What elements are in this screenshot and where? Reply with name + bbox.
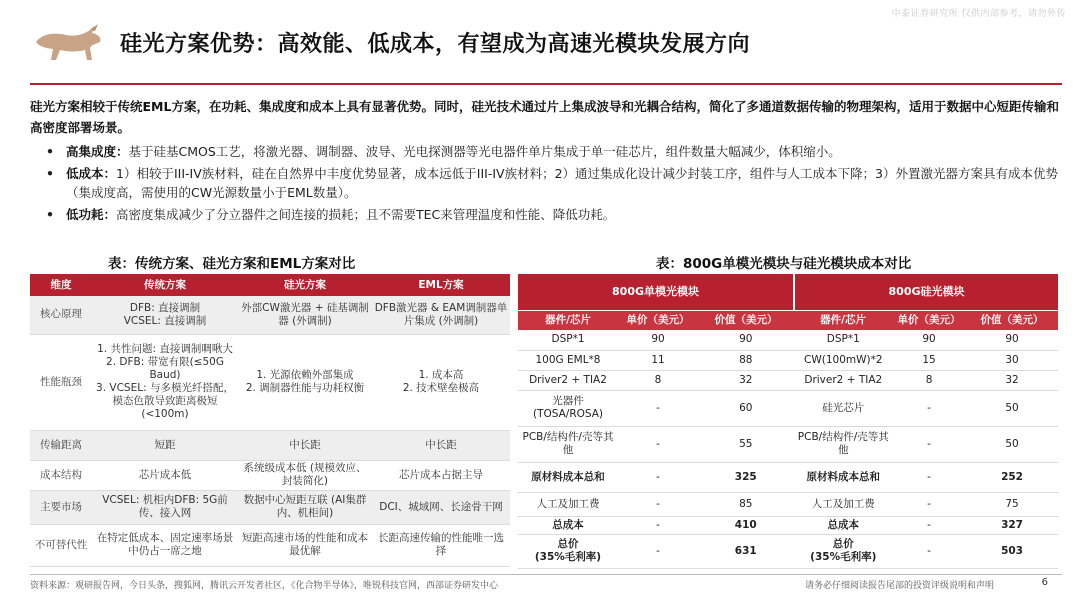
- bullet-high-integration: • 高集成度：基于硅基CMOS工艺，将激光器、调制器、波导、光电探测器等光电器件单片集成于单一硅芯片，组件数量大幅减少，体积缩小。: [46, 144, 841, 159]
- table2-cell: DSP*1: [518, 330, 618, 350]
- table1-cell: 在特定低成本、固定速率场景中仍占一席之地: [92, 524, 238, 566]
- table2-cell: -: [892, 534, 966, 568]
- table2-cell: 50: [966, 390, 1058, 426]
- table2-row: [518, 462, 1058, 492]
- table2-cell: -: [618, 492, 698, 516]
- table1-cell: 芯片成本低: [92, 460, 238, 490]
- page-title: 硅光方案优势：高效能、低成本，有望成为高速光模块发展方向: [120, 32, 751, 57]
- table2-cell: 631: [698, 534, 794, 568]
- table2-cell: 光器件 (TOSA/ROSA): [518, 390, 618, 426]
- table2-cell: 总成本: [794, 516, 892, 534]
- table1-cell: 长距高速传输的性能唯一选择: [372, 524, 510, 566]
- table2-cell: 90: [698, 330, 794, 350]
- table2-row: [518, 492, 1058, 516]
- table2-row: [518, 370, 1058, 390]
- table1-header-cell: EML方案: [372, 274, 510, 296]
- table1-cell: 数据中心短距互联 (AI集群内、机柜间): [238, 490, 372, 524]
- table2-cell: 32: [966, 370, 1058, 390]
- table2-cell: 75: [966, 492, 1058, 516]
- cost-comparison-table: [518, 274, 1058, 569]
- table2-cell: -: [618, 462, 698, 492]
- table2-row: [518, 390, 1058, 426]
- table2-cell: -: [618, 534, 698, 568]
- table2-cell: 85: [698, 492, 794, 516]
- table2-column-header: 器件/芯片: [518, 310, 618, 330]
- table1-cell: 芯片成本占据主导: [372, 460, 510, 490]
- table2-cell: 32: [698, 370, 794, 390]
- table2-cell: -: [618, 516, 698, 534]
- table2-cell: Driver2 + TIA2: [794, 370, 892, 390]
- table2-cell: 90: [618, 330, 698, 350]
- table2-cell: 总价 (35%毛利率): [794, 534, 892, 568]
- table1-row-label: 主要市场: [30, 490, 92, 524]
- bullet-low-cost: • 低成本：1）相较于III-IV族材料，硅在自然界中丰度优势显著，成本远低于III-IV族材料；2）通过集成化设计减少封装工序，组件与人工成本下降；3）外置激光器方案具有成本优势（集成度高，需使用的CW光源数量小于EML数量）。: [46, 166, 1058, 200]
- table2-cell: 人工及加工费: [518, 492, 618, 516]
- bullet-low-power: • 低功耗：高密度集成减少了分立器件之间连接的损耗；且不需要TEC来管理温度和性能、降低功耗。: [46, 207, 616, 222]
- advantage-list: [44, 142, 1060, 227]
- table2-column-header: 价值（美元）: [698, 310, 794, 330]
- solution-comparison-table: [30, 274, 510, 567]
- table1-cell: 1. 光源依赖外部集成 2. 调制器性能与功耗权衡: [238, 334, 372, 430]
- table2-cell: 原材料成本总和: [518, 462, 618, 492]
- table2-cell: 60: [698, 390, 794, 426]
- table2-cell: 硅光芯片: [794, 390, 892, 426]
- table1-cell: 系统级成本低 (规模效应、封装简化): [238, 460, 372, 490]
- table1-row-label: 核心原理: [30, 296, 92, 334]
- intro-paragraph: 硅光方案相较于传统EML方案，在功耗、集成度和成本上具有显著优势。同时，硅光技术通过片上集成波导和光耦合结构，简化了多通道数据传输的物理架构，适用于数据中心短距传输和高密度部署场景。: [30, 99, 1059, 135]
- table2-cell: CW(100mW)*2: [794, 350, 892, 370]
- table2-cell: 50: [966, 426, 1058, 462]
- table1-cell: 1. 成本高 2. 技术壁垒极高: [372, 334, 510, 430]
- table2-cell: 30: [966, 350, 1058, 370]
- table1-row: [30, 524, 510, 566]
- table2-group-header: 800G硅光模块: [794, 274, 1058, 310]
- bull-logo-icon: [32, 22, 104, 66]
- table2-row: [518, 350, 1058, 370]
- table2-row: [518, 516, 1058, 534]
- title-divider: [30, 83, 1062, 85]
- table2-cell: PCB/结构件/壳等其他: [518, 426, 618, 462]
- table1-cell: 中长距: [372, 430, 510, 460]
- table2-caption: 表：800G单模光模块与硅光模块成本对比: [656, 256, 912, 272]
- watermark: 中泰证券研究所 仅供内部参考，请勿外传: [891, 9, 1066, 19]
- table2-cell: 11: [618, 350, 698, 370]
- table2-cell: -: [892, 516, 966, 534]
- table2-column-header: 单价（美元）: [892, 310, 966, 330]
- table2-column-header: 器件/芯片: [794, 310, 892, 330]
- table2-cell: -: [892, 390, 966, 426]
- table2-cell: DSP*1: [794, 330, 892, 350]
- table2-cell: 252: [966, 462, 1058, 492]
- table1-row: [30, 430, 510, 460]
- table2-cell: 503: [966, 534, 1058, 568]
- table1-row-label: 传输距离: [30, 430, 92, 460]
- table2-column-header: 单价（美元）: [618, 310, 698, 330]
- slide-header: [0, 0, 1080, 88]
- table1-cell: 中长距: [238, 430, 372, 460]
- table1-header-cell: 传统方案: [92, 274, 238, 296]
- table2-cell: 325: [698, 462, 794, 492]
- table1-row-label: 成本结构: [30, 460, 92, 490]
- table1-row-label: 性能瓶颈: [30, 334, 92, 430]
- table1-row: [30, 334, 510, 430]
- table2-row: [518, 330, 1058, 350]
- table2-cell: 327: [966, 516, 1058, 534]
- table2-cell: 90: [966, 330, 1058, 350]
- footer-divider: [30, 574, 1062, 575]
- table2-cell: 55: [698, 426, 794, 462]
- table1-cell: 1. 共性问题: 直接调制啁啾大 2. DFB: 带宽有限(≤50G Baud) 3. VCSEL: 与多模光纤搭配，模态色散导致距离极短(<100m): [92, 334, 238, 430]
- table2-cell: 8: [892, 370, 966, 390]
- table1-row: [30, 296, 510, 334]
- table2-cell: 原材料成本总和: [794, 462, 892, 492]
- table2-group-header: 800G单模光模块: [518, 274, 794, 310]
- table1-caption: 表：传统方案、硅光方案和EML方案对比: [108, 256, 356, 272]
- table2-cell: 总成本: [518, 516, 618, 534]
- table1-cell: 外部CW激光器 + 硅基调制器 (外调制): [238, 296, 372, 334]
- table1-header-cell: 硅光方案: [238, 274, 372, 296]
- table2-cell: -: [892, 462, 966, 492]
- table2-cell: 8: [618, 370, 698, 390]
- table2-cell: 15: [892, 350, 966, 370]
- table2-cell: 410: [698, 516, 794, 534]
- table1-cell: 短距: [92, 430, 238, 460]
- table2-row: [518, 426, 1058, 462]
- table1-cell: DCI、城域网、长途骨干网: [372, 490, 510, 524]
- table2-row: [518, 534, 1058, 568]
- table2-cell: PCB/结构件/壳等其他: [794, 426, 892, 462]
- table2-cell: 人工及加工费: [794, 492, 892, 516]
- table1-cell: DFB激光器 & EAM调制器单片集成 (外调制): [372, 296, 510, 334]
- source-note: 资料来源：观研报告网，今日头条，搜狐网，腾讯云开发者社区，《化合物半导体》，唯锐科技官网，西部证券研发中心: [30, 581, 499, 591]
- table1-header-cell: 维度: [30, 274, 92, 296]
- table2-cell: -: [618, 390, 698, 426]
- table2-cell: 88: [698, 350, 794, 370]
- table1-row: [30, 460, 510, 490]
- table1-row-label: 不可替代性: [30, 524, 92, 566]
- table1-cell: VCSEL: 机柜内DFB: 5G前传、接入网: [92, 490, 238, 524]
- table2-cell: -: [892, 492, 966, 516]
- table2-cell: Driver2 + TIA2: [518, 370, 618, 390]
- table2-cell: 100G EML*8: [518, 350, 618, 370]
- table1-row: [30, 490, 510, 524]
- disclaimer-note: 请务必仔细阅读报告尾部的投资评级说明和声明: [804, 581, 994, 591]
- table2-cell: -: [618, 426, 698, 462]
- table2-cell: 90: [892, 330, 966, 350]
- table1-cell: 短距高速市场的性能和成本最优解: [238, 524, 372, 566]
- table1-cell: DFB: 直接调制 VCSEL: 直接调制: [92, 296, 238, 334]
- table2-cell: 总价 (35%毛利率): [518, 534, 618, 568]
- page-number: 6: [1041, 577, 1048, 588]
- table2-column-header: 价值（美元）: [966, 310, 1058, 330]
- table2-cell: -: [892, 426, 966, 462]
